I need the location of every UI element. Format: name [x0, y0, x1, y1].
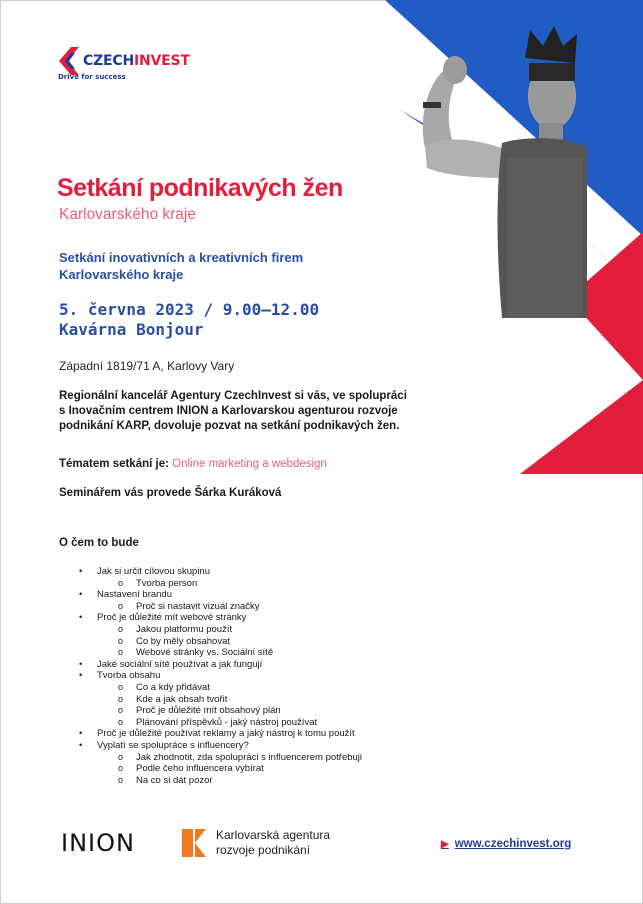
logo-czech: CZECH — [83, 53, 134, 69]
website-link[interactable] — [441, 838, 571, 850]
agenda-title: O čem to bude — [59, 537, 139, 549]
topic-label: Tématem setkání je: — [59, 458, 169, 470]
agenda-subitem: o Na co si dát pozor — [79, 775, 439, 787]
agenda-item: • Jak si určit cílovou skupinu — [79, 566, 439, 578]
agenda-subitem: o Proč si nastavit vizuál značky — [79, 601, 439, 613]
woman-photo — [397, 18, 587, 318]
agenda-item: • Proč je důležité mít webové stránky — [79, 612, 439, 624]
page-subtitle: Karlovarského kraje — [59, 206, 196, 223]
arrow-right-icon: ▶ — [441, 838, 449, 850]
logo-invest: INVEST — [133, 53, 190, 69]
karp-mark-icon — [182, 829, 206, 857]
agenda-item: • Proč je důležité používat reklamy a jaký nástroj k tomu použít — [79, 728, 439, 740]
event-description: Regionální kancelář Agentury CzechInvest si vás, ve spolupráci s Inovačním centrem INION a Karlovarskou agenturou rozvoje podnikání KARP, dovoluje pozvat na setkání podnikavých žen. — [59, 390, 407, 432]
agenda-subitem: o Jakou platformu použít — [79, 624, 439, 636]
karp-logo — [182, 828, 330, 858]
agenda-subitem: o Co by měly obsahovat — [79, 636, 439, 648]
event-date-venue — [59, 300, 319, 340]
website-url[interactable]: www.czechinvest.org — [454, 838, 572, 850]
agenda-subitem: o Proč je důležité mít obsahový plán — [79, 705, 439, 717]
intro-text: Setkání inovativních a kreativních firem Karlovarského kraje — [59, 250, 304, 282]
agenda-subitem: o Jak zhodnotit, zda spolupráci s influencerem potřebuji — [79, 752, 439, 764]
czechinvest-logo — [59, 47, 190, 75]
agenda-subitem: o Podle čeho influencera vybírat — [79, 763, 439, 775]
event-address: Západní 1819/71 A, Karlovy Vary — [59, 359, 235, 373]
inion-logo — [61, 829, 135, 857]
logo-wordmark — [83, 53, 190, 69]
karp-line-2: rozvoje podnikání — [216, 843, 311, 857]
agenda-item: • Vyplatí se spolupráce s influencery? — [79, 740, 439, 752]
agenda-subitem: o Kde a jak obsah tvořit — [79, 694, 439, 706]
logo-tagline: Drive for success — [58, 73, 126, 81]
agenda-subitem: o Tvorba person — [79, 578, 439, 590]
agenda-list — [79, 566, 439, 786]
event-speaker: Seminářem vás provede Šárka Kuráková — [59, 487, 282, 499]
page-title: Setkání podnikavých žen — [57, 174, 343, 202]
event-date: 5. června 2023 / 9.00–12.00 — [59, 300, 320, 319]
karp-text — [216, 828, 330, 858]
agenda-item: • Jaké sociální sítě používat a jak fungují — [79, 659, 439, 671]
czechinvest-mark-icon — [59, 47, 79, 75]
agenda-subitem: o Webové stránky vs. Sociální sítě — [79, 647, 439, 659]
agenda-item: • Tvorba obsahu — [79, 670, 439, 682]
event-venue: Kavárna Bonjour — [59, 320, 204, 339]
agenda-item: • Nastavení brandu — [79, 589, 439, 601]
agenda-subitem: o Co a kdy přidávat — [79, 682, 439, 694]
karp-line-1: Karlovarská agentura — [216, 828, 331, 842]
agenda-subitem: o Plánování příspěvků - jaký nástroj používat — [79, 717, 439, 729]
red-triangle-bottom — [520, 380, 643, 474]
inion-wordmark: INION — [61, 829, 135, 857]
topic-value: Online marketing a webdesign — [172, 458, 327, 470]
event-topic — [59, 458, 327, 470]
